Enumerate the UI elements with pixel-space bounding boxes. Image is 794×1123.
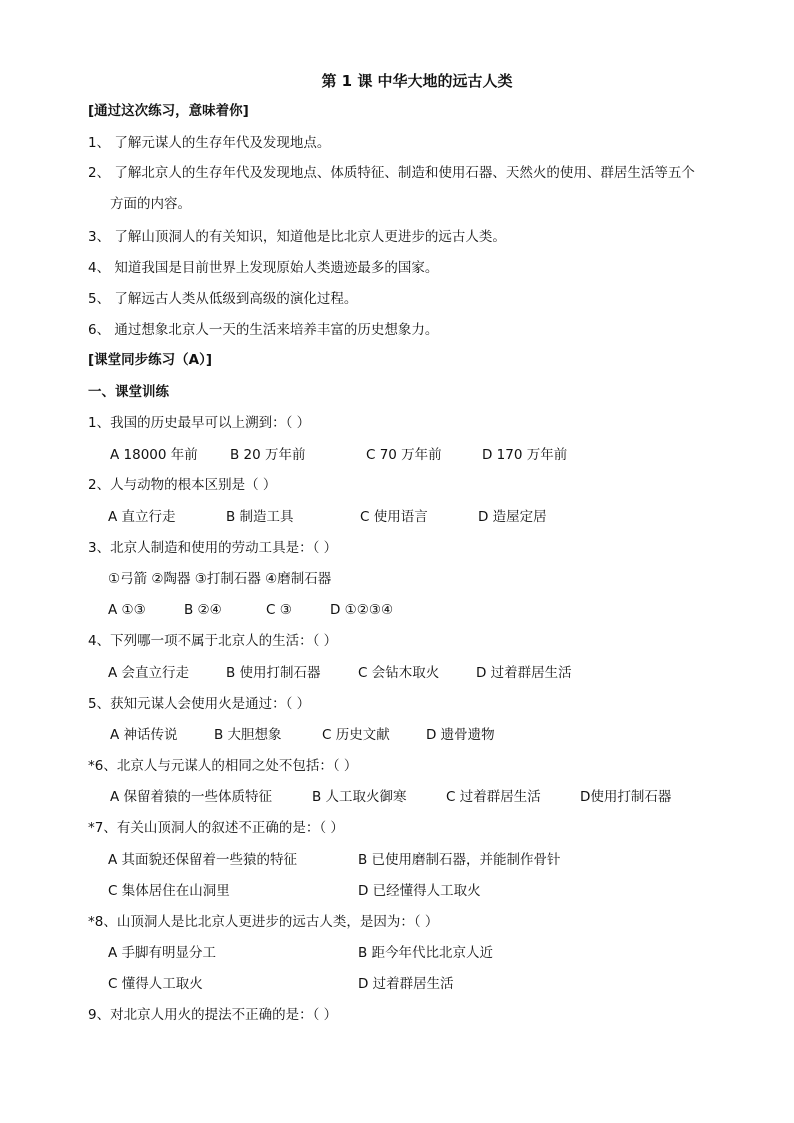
option-a: A ①③	[108, 602, 146, 618]
option-b: B 已使用磨制石器，并能制作骨针	[358, 852, 561, 868]
option-b: B ②④	[184, 602, 222, 618]
option-d: D 已经懂得人工取火	[358, 883, 481, 899]
question-5: 5、获知元谋人会使用火是通过：（ ）	[88, 696, 311, 712]
goal-item-1: 1、 了解元谋人的生存年代及发现地点。	[88, 135, 331, 151]
question-6-options	[110, 787, 671, 807]
option-d: D 170 万年前	[482, 447, 568, 463]
option-a: A 直立行走	[108, 509, 176, 525]
option-d: D使用打制石器	[580, 789, 672, 805]
option-c: C 历史文献	[322, 727, 390, 743]
option-a: A 其面貌还保留着一些猿的特征	[108, 852, 298, 868]
option-c: C 集体居住在山洞里	[108, 883, 230, 899]
option-d: D 遗骨遗物	[426, 727, 495, 743]
question-3-options	[108, 600, 393, 620]
question-6: *6、北京人与元谋人的相同之处不包括：（ ）	[88, 758, 358, 774]
option-d: D 造屋定居	[478, 509, 547, 525]
option-d: D 过着群居生活	[358, 976, 454, 992]
lesson-title: 第 1 课 中华大地的远古人类	[321, 72, 513, 90]
option-c: C 懂得人工取火	[108, 976, 203, 992]
option-a: A 18000 年前	[110, 447, 198, 463]
option-b: B 20 万年前	[230, 447, 306, 463]
question-4: 4、下列哪一项不属于北京人的生活：（ ）	[88, 633, 338, 649]
question-7-options-row1	[108, 850, 561, 870]
question-2: 2、人与动物的根本区别是（ ）	[88, 477, 277, 493]
question-4-options	[108, 663, 572, 683]
option-b: B 制造工具	[226, 509, 294, 525]
goal-item-2: 2、 了解北京人的生存年代及发现地点、体质特征、制造和使用石器、天然火的使用、群居生活等五个	[88, 165, 695, 181]
goal-item-6: 6、 通过想象北京人一天的生活来培养丰富的历史想象力。	[88, 322, 439, 338]
question-8: *8、山顶洞人是比北京人更进步的远古人类，是因为：（ ）	[88, 914, 439, 930]
option-d: D ①②③④	[330, 602, 394, 618]
question-1: 1、我国的历史最早可以上溯到：（ ）	[88, 415, 311, 431]
option-c: C 会钻木取火	[358, 665, 440, 681]
question-1-options	[110, 445, 567, 465]
option-b: B 使用打制石器	[226, 665, 321, 681]
goal-item-3: 3、 了解山顶洞人的有关知识，知道他是比北京人更进步的远古人类。	[88, 229, 506, 245]
option-d: D 过着群居生活	[476, 665, 572, 681]
question-2-options	[108, 507, 547, 527]
option-c: C 使用语言	[360, 509, 428, 525]
option-a: A 保留着猿的一些体质特征	[110, 789, 273, 805]
question-3: 3、北京人制造和使用的劳动工具是：（ ）	[88, 540, 338, 556]
question-5-options	[110, 725, 495, 745]
question-8-options-row1	[108, 943, 493, 963]
goal-item-4: 4、 知道我国是目前世界上发现原始人类遗迹最多的国家。	[88, 260, 439, 276]
option-b: B 距今年代比北京人近	[358, 945, 494, 961]
goal-item-5: 5、 了解远古人类从低级到高级的演化过程。	[88, 291, 358, 307]
option-b: B 大胆想象	[214, 727, 282, 743]
practice-heading: [课堂同步练习（A）]	[88, 352, 213, 368]
question-7: *7、有关山顶洞人的叙述不正确的是：（ ）	[88, 820, 344, 836]
question-7-options-row2	[108, 881, 481, 901]
question-8-options-row2	[108, 974, 454, 994]
option-c: C 过着群居生活	[446, 789, 541, 805]
option-a: A 会直立行走	[108, 665, 190, 681]
goals-heading: [通过这次练习，意味着你]	[88, 103, 249, 119]
option-a: A 神话传说	[110, 727, 178, 743]
option-b: B 人工取火御寒	[312, 789, 407, 805]
option-c: C 70 万年前	[366, 447, 442, 463]
question-9: 9、对北京人用火的提法不正确的是：（ ）	[88, 1007, 338, 1023]
question-3-items: ①弓箭 ②陶器 ③打制石器 ④磨制石器	[108, 571, 332, 587]
goal-item-2-cont: 方面的内容。	[110, 196, 191, 212]
option-a: A 手脚有明显分工	[108, 945, 217, 961]
section-heading: 一、课堂训练	[88, 384, 169, 400]
option-c: C ③	[266, 602, 292, 618]
